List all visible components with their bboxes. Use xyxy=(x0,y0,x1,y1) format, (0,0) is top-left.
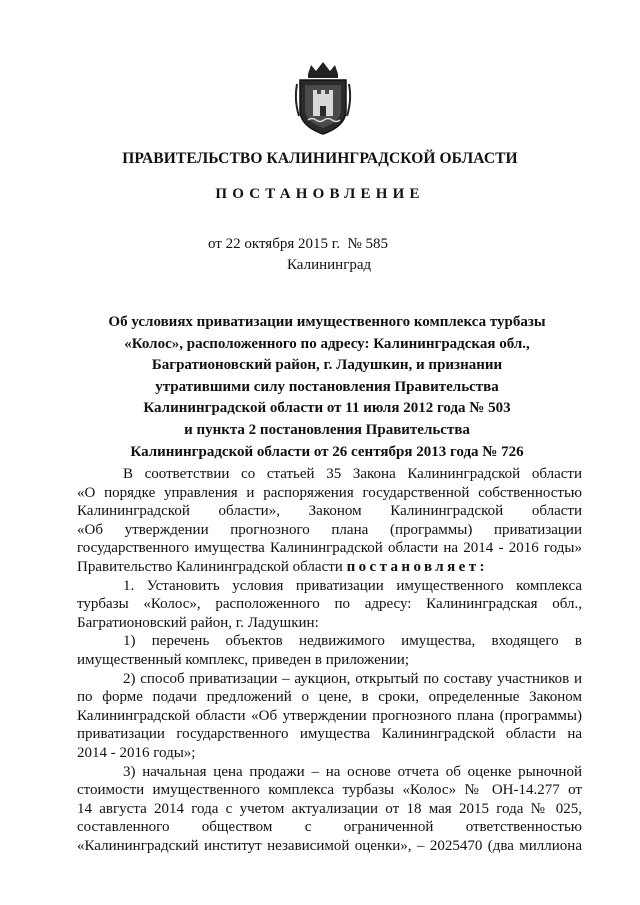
body-line: стоимости имущественного комплекса турбазы «Колос» № ОН-14.277 от xyxy=(77,782,582,799)
subject-line: Багратионовский район, г. Ладушкин, и признании xyxy=(151,357,503,374)
kaliningrad-coat-of-arms-icon xyxy=(294,60,352,136)
subject-line: Калининградской области от 11 июля 2012 года № 503 xyxy=(143,400,511,417)
document-body xyxy=(77,465,582,855)
body-line: «Об утверждении прогнозного плана (программы) приватизации xyxy=(77,521,582,538)
document-type: ПОСТАНОВЛЕНИЕ xyxy=(215,186,425,202)
body-line: составленного обществом с ограниченной ответственностью xyxy=(77,819,582,836)
body-line: 3) начальная цена продажи – на основе отчета об оценке рыночной xyxy=(123,763,582,780)
body-line: Багратионовский район, г. Ладушкин: xyxy=(77,614,319,631)
body-line: 14 августа 2014 года с учетом актуализации от 18 мая 2015 года № 025, xyxy=(77,800,582,817)
document-subject xyxy=(90,312,564,463)
body-line: 1) перечень объектов недвижимого имущества, входящего в xyxy=(123,633,582,650)
government-title: ПРАВИТЕЛЬСТВО КАЛИНИНГРАДСКОЙ ОБЛАСТИ xyxy=(122,150,518,167)
decree-keyword: постановляет: xyxy=(346,558,488,575)
body-line: «О порядке управления и распоряжения государственной собственностью xyxy=(77,484,582,501)
body-line: Калининградской области «Об утверждении прогнозного плана (программы) xyxy=(77,707,582,724)
document-city: Калининград xyxy=(287,257,372,273)
body-line: 1. Установить условия приватизации имущественного комплекса xyxy=(123,577,582,594)
body-line: турбазы «Колос», расположенного по адресу: Калининградская обл., xyxy=(77,596,582,613)
body-line: по форме подачи предложений о цене, в сроки, определенные Законом xyxy=(77,689,582,706)
body-line: 2) способ приватизации – аукцион, открытый по составу участников и xyxy=(123,670,582,687)
body-line: В соответствии со статьей 35 Закона Калининградской области xyxy=(123,466,582,482)
body-line: имущественный комплекс, приведен в приложении; xyxy=(77,651,409,668)
body-line: Калининградской области», Законом Калининградской области xyxy=(77,503,582,520)
document-date-number: от 22 октября 2015 г. № 585 xyxy=(208,236,389,252)
subject-line: утратившими силу постановления Правительства xyxy=(155,378,499,395)
body-line: 2014 - 2016 годы»; xyxy=(77,744,196,761)
body-line: приватизации государственного имущества Калининградской области на xyxy=(77,726,582,743)
subject-line: Об условиях приватизации имущественного комплекса турбазы xyxy=(108,314,546,330)
body-line-text: Правительство Калининградской области xyxy=(77,558,343,575)
body-line: государственного имущества Калининградской области на 2014 - 2016 годы» xyxy=(77,540,582,557)
body-line xyxy=(77,558,582,577)
subject-line: и пункта 2 постановления Правительства xyxy=(184,421,470,438)
body-line: «Калининградский институт независимой оценки», – 2025470 (два миллиона xyxy=(77,837,582,854)
subject-line: Калининградской области от 26 сентября 2013 года № 726 xyxy=(130,443,524,460)
subject-line: «Колос», расположенного по адресу: Калининградская обл., xyxy=(124,335,530,352)
